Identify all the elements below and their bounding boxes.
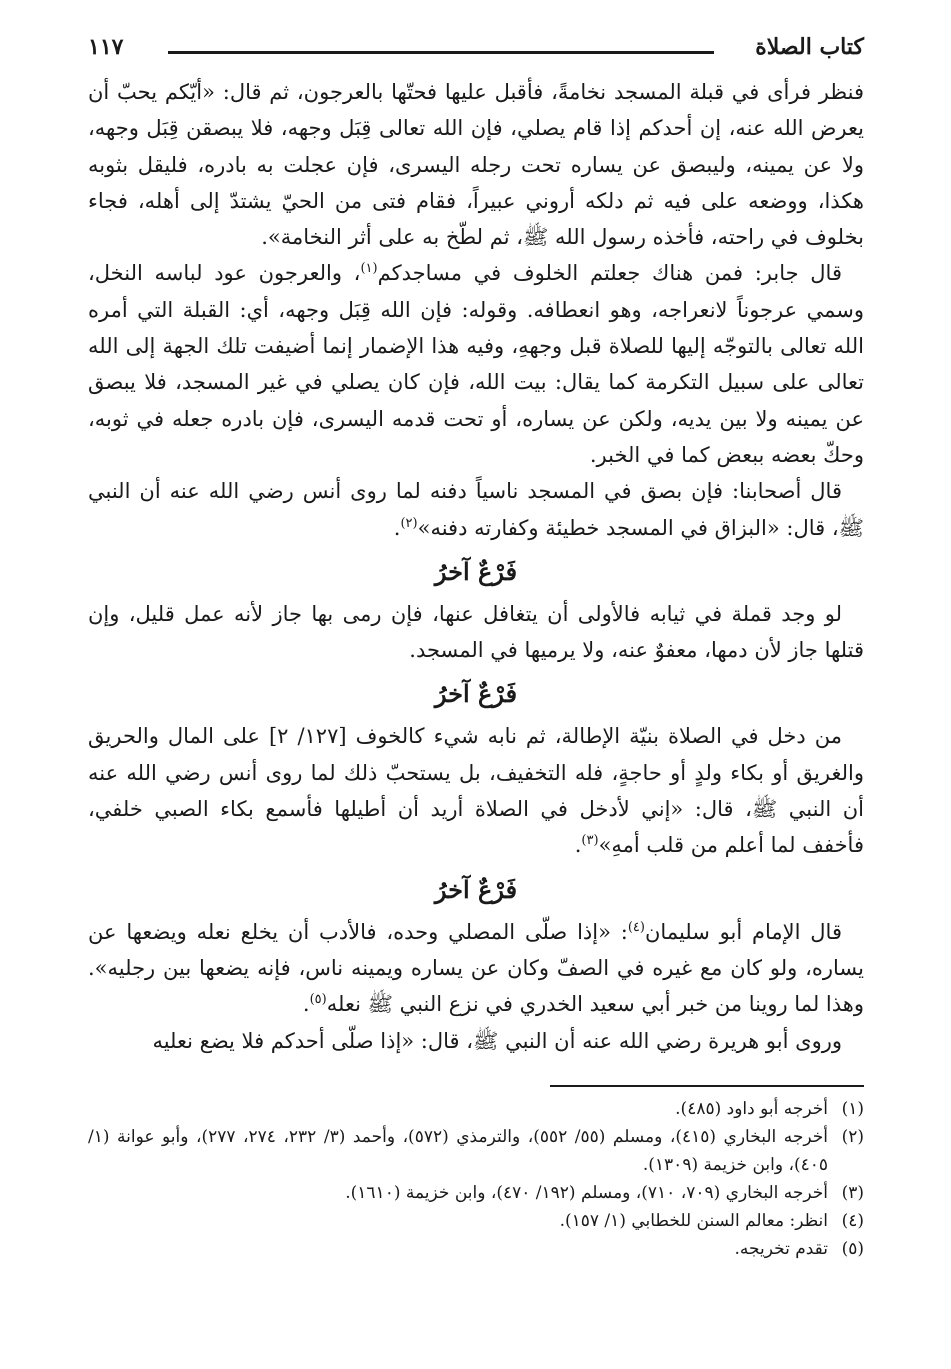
footnote-separator [550,1085,864,1087]
footnote-text: أخرجه أبو داود (٤٨٥). [675,1098,828,1119]
paragraph-text: قال الإمام أبو سليمان [645,919,842,944]
footnote [88,1235,864,1263]
paragraph [88,74,864,255]
chapter-title: كتاب الصلاة [755,34,864,60]
paragraph-text: : «إذا صلّى المصلي وحده، فالأدب أن يخلع نعله ويضعها عن يساره، ولو كان مع غيره في الصفّ وكان عن يساره ويمينه ناس، فإنه يضعها بين رجليه». وهذا لما روينا من خبر أبي سعيد الخدري في نزع النبي ﷺ نعله [88,919,864,1017]
footnote-ref: (٤) [627,919,645,935]
paragraph-text: وروى أبو هريرة رضي الله عنه أن النبي ﷺ، قال: «إذا صلّى أحدكم فلا يضع نعليه [152,1028,842,1053]
footnote-number: (٤) [841,1210,864,1231]
paragraph-text: . [574,833,582,858]
footnote-number: (١) [841,1098,864,1119]
footnote-ref: (٣) [581,833,599,849]
running-header [88,30,864,70]
paragraph-text: قال جابر: فمن هناك جعلتم الخلوف في مساجدكم [377,261,842,286]
footnote-ref: (١) [360,261,378,277]
footnote [88,1207,864,1235]
header-rule [168,51,714,54]
footnote [88,1095,864,1123]
paragraph-text: . [302,992,310,1017]
footnote-number: (٣) [841,1182,864,1203]
footnote-number: (٥) [841,1238,864,1259]
paragraph-text: فنظر فرأى في قبلة المسجد نخامةً، فأقبل عليها فحتّها بالعرجون، ثم قال: «أيّكم يحبّ أن يعرض الله عنه، إن أحدكم إذا قام يصلي، فإن الله تعالى قِبَل وجهه، فلا يبصقن قِبَل وجهه، ولا عن يمينه، وليبصق عن يساره تحت رجله اليسرى، فإن عجلت به بادره، فليقل بثوبه هكذا، ووضعه على فيه ثم دلكه أروني عبيراً، فقام فتى من الحيّ يشتدّ إلى أهله، فجاء بخلوف في راحته، فأخذه رسول الله ﷺ، ثم لطّخ به على أثر النخامة». [88,80,864,250]
paragraph [88,596,864,669]
section-heading: فَرْعٌ آخرُ [434,874,518,904]
footnote [88,1179,864,1207]
main-text [88,74,864,1059]
footnote-number: (٢) [841,1126,864,1147]
paragraph [88,473,864,546]
page-number: ١١٧ [88,34,124,60]
footnote [88,1123,864,1179]
paragraph [88,718,864,863]
paragraph-text: قال أصحابنا: فإن بصق في المسجد ناسياً دفنه لما روى أنس رضي الله عنه أن النبي ﷺ، قال: «البزاق في المسجد خطيئة وكفارته دفنه» [88,479,864,540]
paragraph [88,914,864,1023]
paragraph-text: . [393,515,401,540]
footnote-text: تقدم تخريجه. [734,1238,828,1259]
section-heading: فَرْعٌ آخرُ [434,679,518,709]
footnote-ref: (٢) [400,515,418,531]
footnote-ref: (٥) [309,992,327,1008]
paragraph [88,255,864,473]
footnote-text: أخرجه البخاري (٧٠٩، ٧١٠)، ومسلم (١٩٢/ ٤٧٠)، وابن خزيمة (١٦١٠). [345,1182,828,1203]
paragraph-text: ، والعرجون عود لباسه النخل، وسمي عرجوناً لانعراجه، وهو انعطافه. وقوله: فإن الله قِبَل وجهه، أي: القبلة التي أمره الله تعالى بالتوجّه إليها للصلاة قبل وجههِ، وفيه هذا الإضمار إنما أضيفت تلك الجهة إلى الله تعالى على سبيل التكرمة كما يقال: بيت الله، فإن كان يصلي في غير المسجد، فلا يبصق عن يمينه ولا بين يديه، ولكن عن يساره، أو تحت قدمه اليسرى، فإن بادره جعله في ثوبه، وحكّ بعضه ببعض كما في الخبر. [88,261,864,467]
footnote-text: انظر: معالم السنن للخطابي (١/ ١٥٧). [559,1210,828,1231]
paragraph-text: لو وجد قملة في ثيابه فالأولى أن يتغافل عنها، فإن رمى بها جاز لأنه عمل قليل، وإن قتلها جاز لأن دمها، معفوٌ عنه، ولا يرميها في المسجد. [88,601,864,663]
paragraph [88,1023,864,1059]
footnote-text: أخرجه البخاري (٤١٥)، ومسلم (٥٥/ ٥٥٢)، والترمذي (٥٧٢)، وأحمد (٣/ ٢٣٢، ٢٧٤، ٢٧٧)، وأبو عوانة (١/ ٤٠٥)، وابن خزيمة (١٣٠٩). [88,1126,828,1175]
paragraph-text: من دخل في الصلاة بنيّة الإطالة، ثم نابه شيء كالخوف [١٢٧/ ٢] على المال والحريق والغريق أو بكاء ولدٍ أو حاجةٍ، فله التخفيف، بل يستحبّ ذلك لما روى أنس رضي الله عنه أن النبي ﷺ، قال: «إني لأدخل في الصلاة أريد أن أطيلها فأسمع بكاء الصبي خلفي، فأخفف لما أعلم من قلب أمهِ» [88,724,864,858]
footnote-separator-wrap [88,1059,864,1095]
footnotes [88,1095,864,1263]
book-page [88,30,864,1263]
section-heading: فَرْعٌ آخرُ [434,556,518,586]
